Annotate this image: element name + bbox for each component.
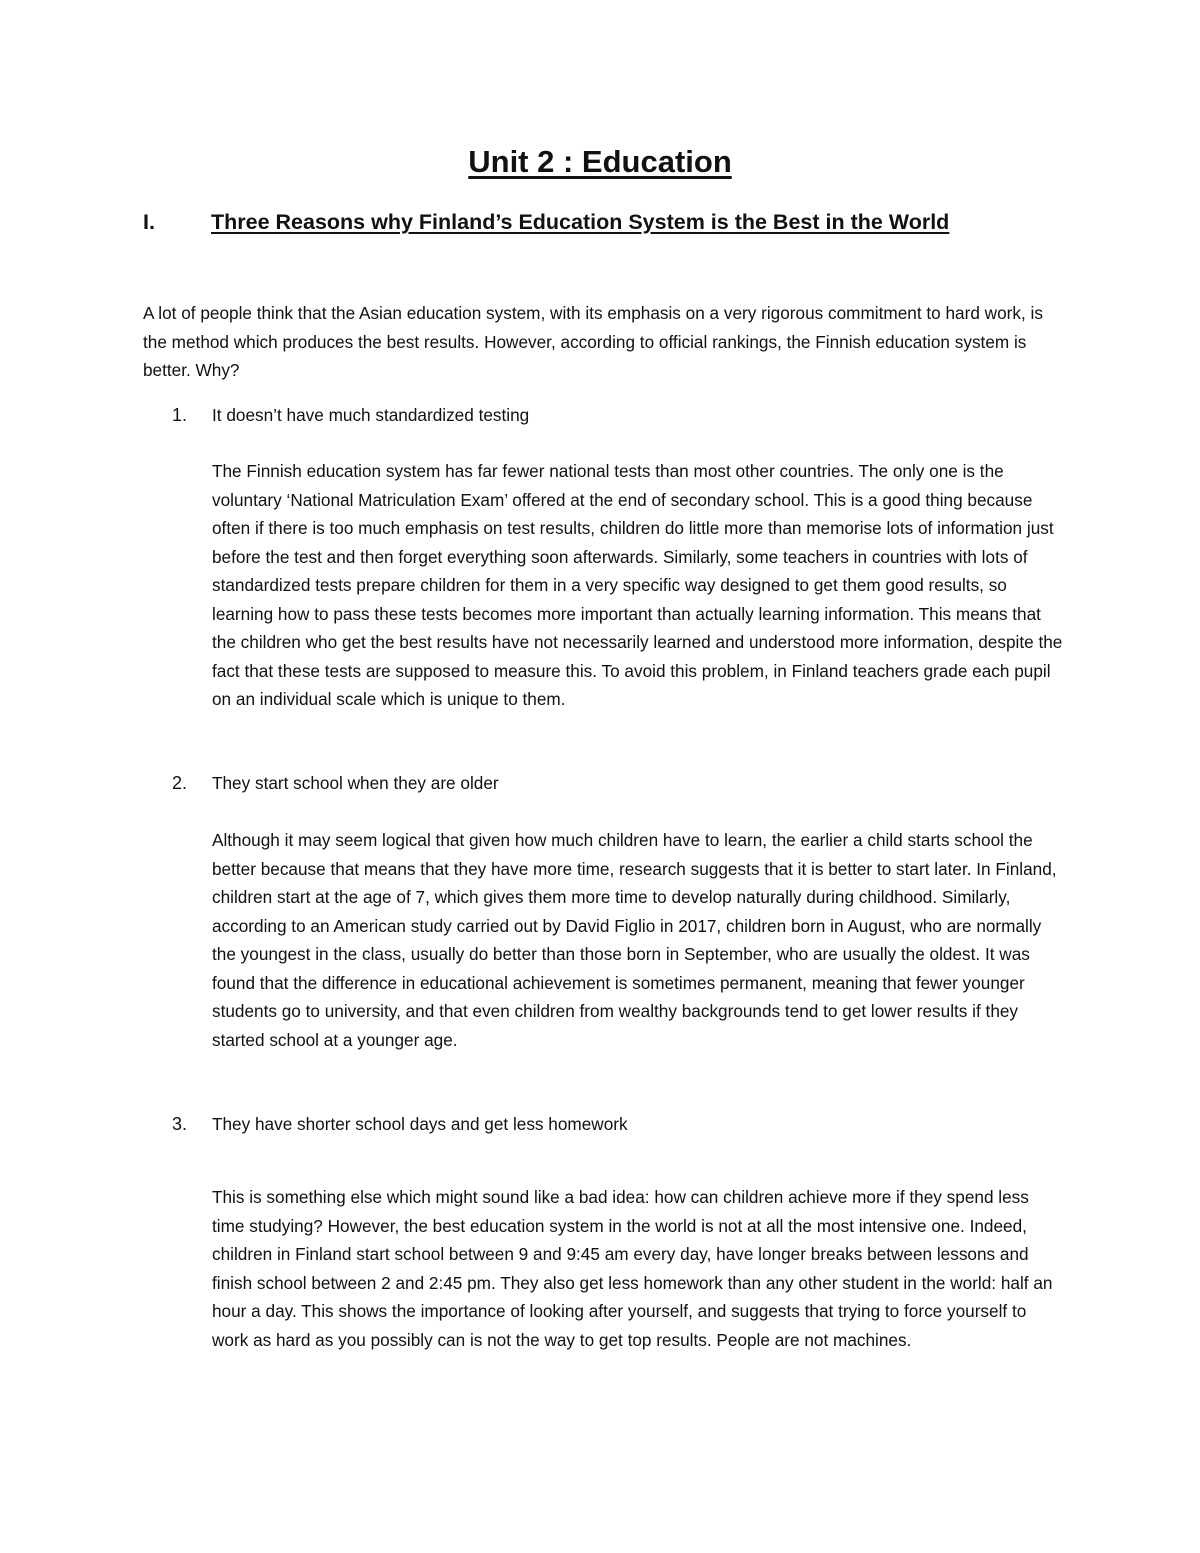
list-item-1-number: 1. bbox=[172, 405, 188, 425]
intro-paragraph: A lot of people think that the Asian education system, with its emphasis on a very rigorous commitment to hard work, is the method which produces the best results. However, according to official rankings, the Finnish education system is better. Why? bbox=[143, 303, 1043, 380]
list-item-1-heading-text: It doesn’t have much standardized testing bbox=[212, 405, 530, 425]
list-item-1-body: The Finnish education system has far fewer national tests than most other countries. The only one is the voluntary ‘National Matriculation Exam’ offered at the end of secondary school. This is a good thing because often if there is too much emphasis on test results, children do little more than memorise lots of information just before the test and then forget everything soon afterwards. Similarly, some teachers in countries with lots of standardized tests prepare children for them in a very specific way designed to get them good results, so learning how to pass these tests becomes more important than actually learning information. This means that the children who get the best results have not necessarily learned and understood more information, despite the fact that these tests are supposed to measure this. To avoid this problem, in Finland teachers grade each pupil on an individual scale which is unique to them. bbox=[212, 461, 1063, 709]
page-title: Unit 2 : Education bbox=[468, 144, 732, 179]
list-item-2-heading-text: They start school when they are older bbox=[212, 773, 499, 793]
list-item-2-number: 2. bbox=[172, 773, 188, 793]
list-item-3-body: This is something else which might sound like a bad idea: how can children achieve more if they spend less time studying? However, the best education system in the world is not at all the most intensive one. Indeed, children in Finland start school between 9 and 9:45 am every day, have longer breaks between lessons and finish school between 2 and 2:45 pm. They also get less homework than any other student in the world: half an hour a day. This shows the importance of looking after yourself, and suggests that trying to force yourself to work as hard as you possibly can is not the way to get top results. People are not machines. bbox=[212, 1187, 1053, 1350]
list-item-2-body: Although it may seem logical that given how much children have to learn, the earlier a child starts school the better because that means that they have more time, research suggests that it is better to start later. In Finland, children start at the age of 7, which gives them more time to develop naturally during childhood. Similarly, according to an American study carried out by David Figlio in 2017, children born in August, who are normally the youngest in the class, usually do better than those born in September, who are usually the oldest. It was found that the difference in educational achievement is sometimes permanent, meaning that fewer younger students go to university, and that even children from wealthy backgrounds tend to get lower results if they started school at a younger age. bbox=[212, 830, 1057, 1050]
list-item-3-number: 3. bbox=[172, 1114, 188, 1134]
list-item-3-heading-text: They have shorter school days and get less homework bbox=[212, 1114, 628, 1134]
section-number: I. bbox=[143, 210, 155, 234]
section-heading-text: Three Reasons why Finland’s Education System is the Best in the World bbox=[211, 210, 950, 234]
